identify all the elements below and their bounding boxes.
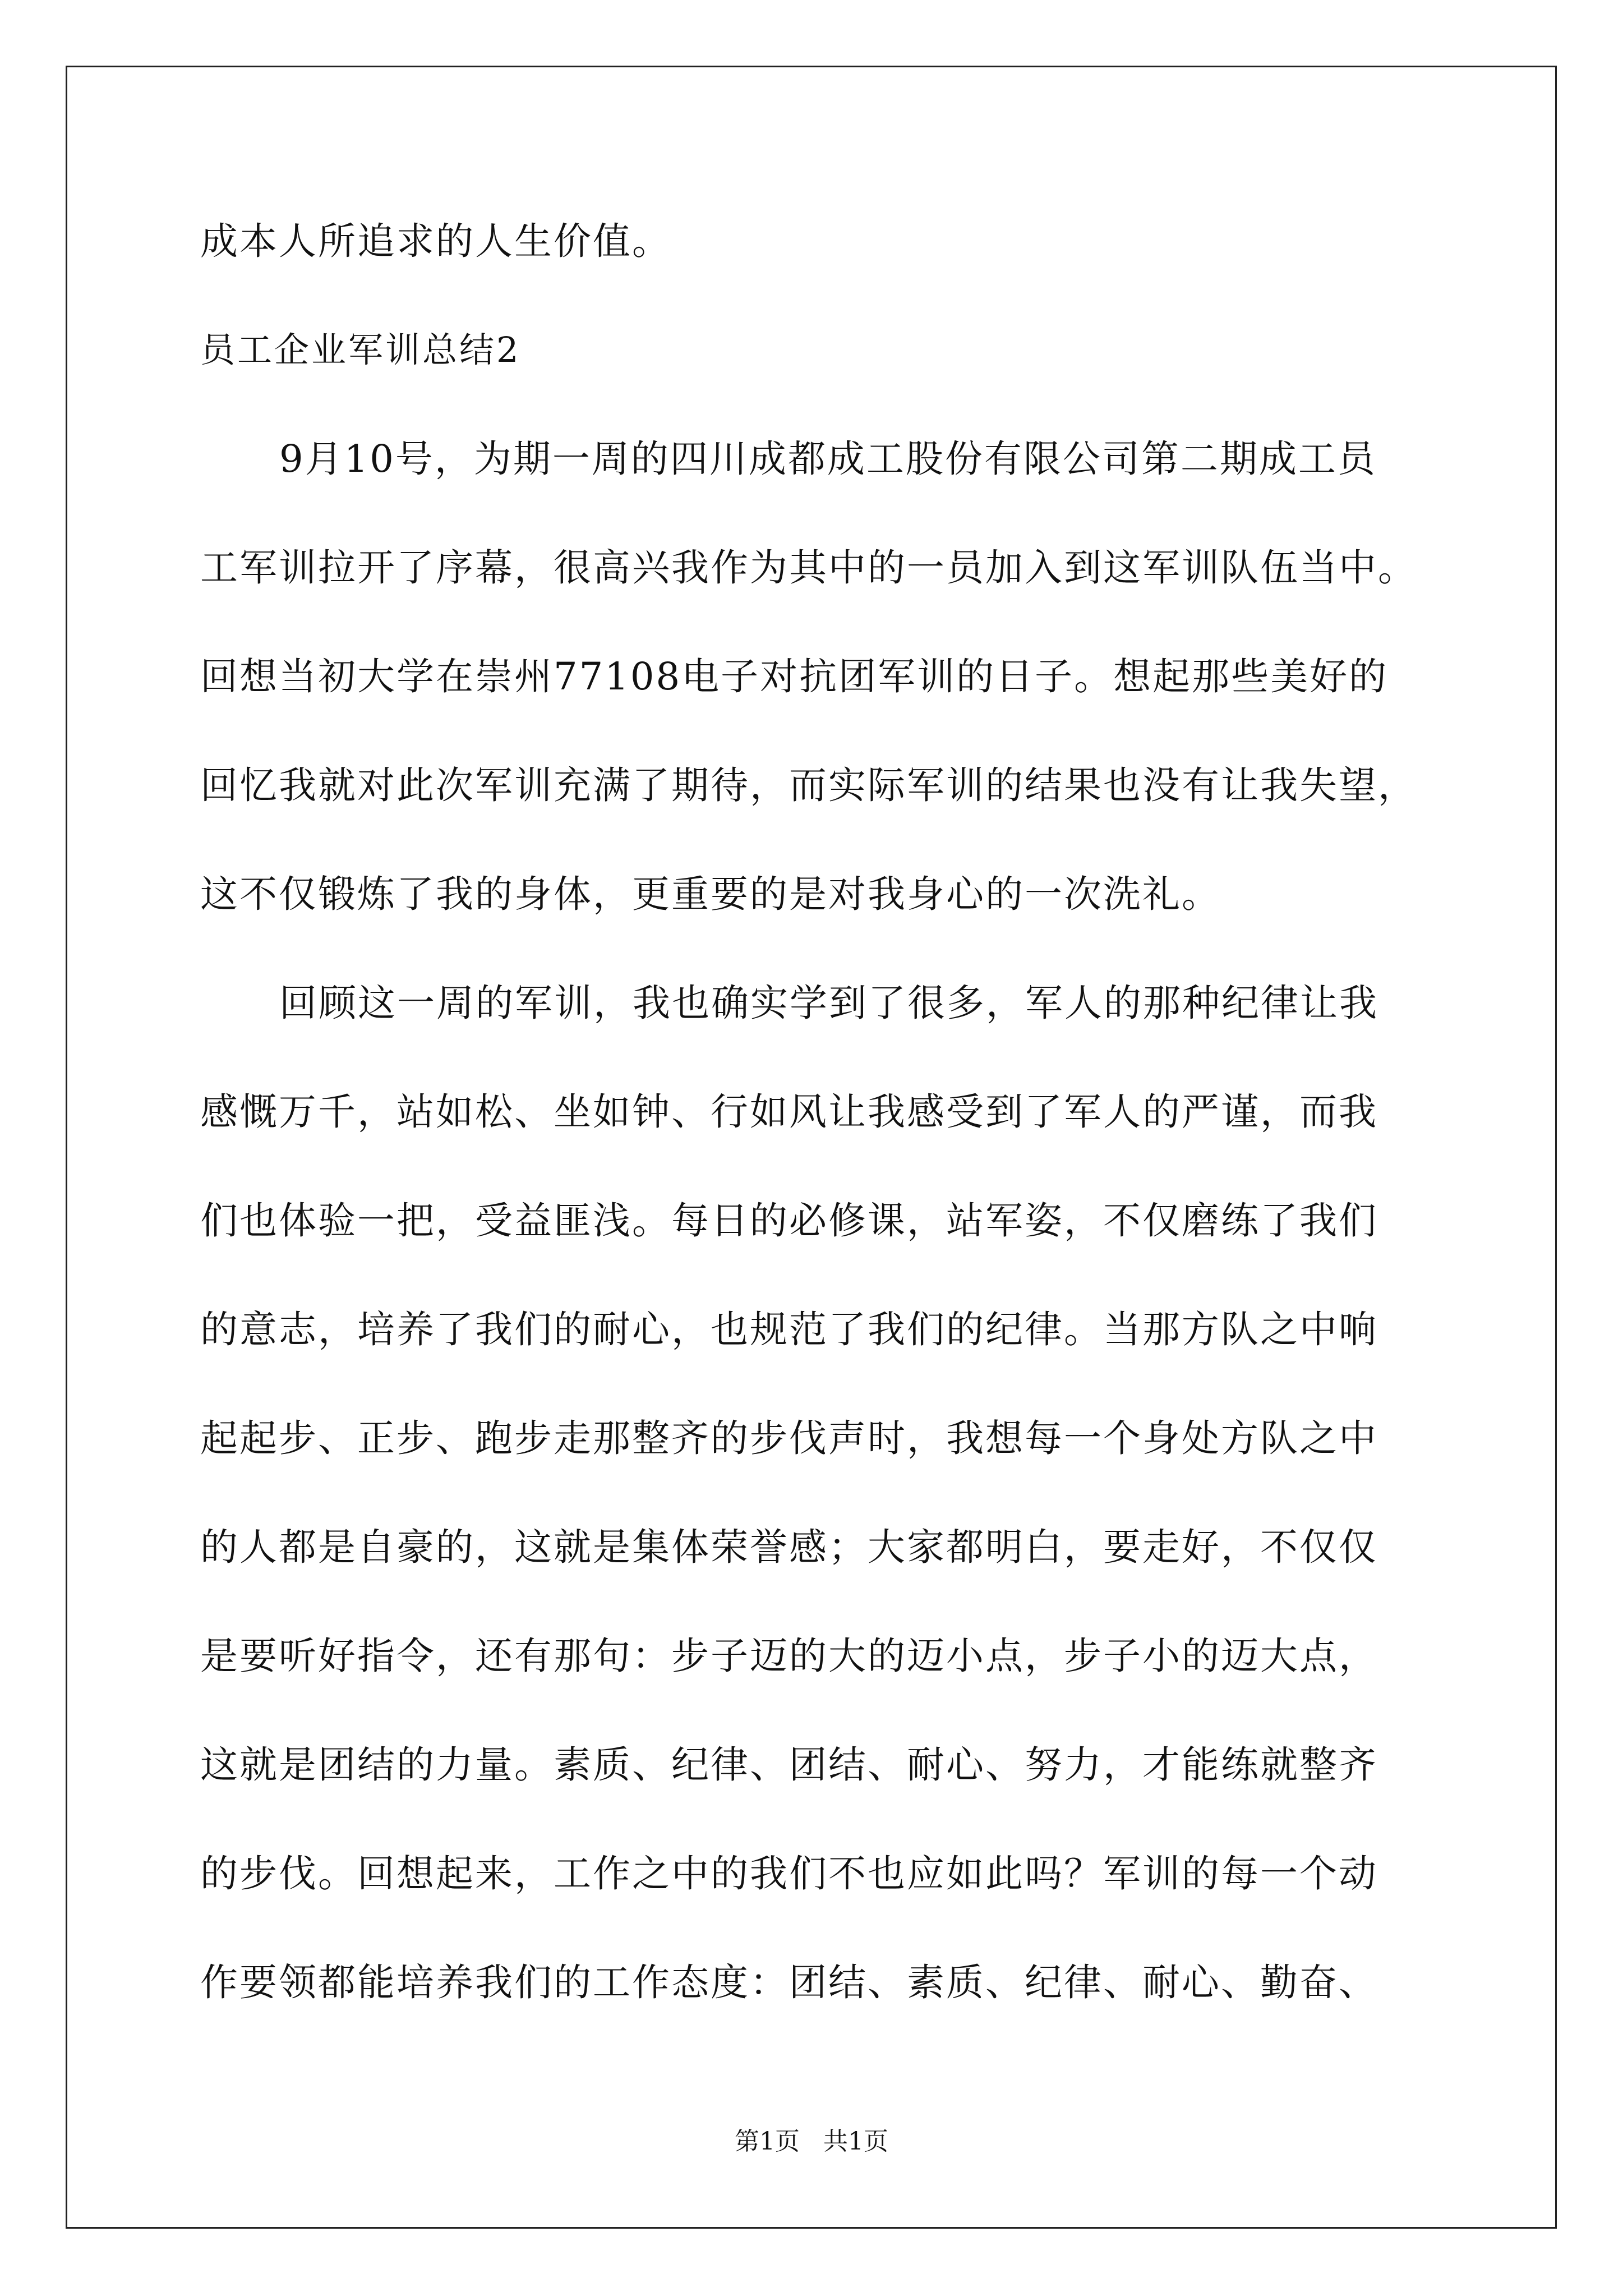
text-line: 工军训拉开了序幕，很高兴我作为其中的一员加入到这军训队伍当中。 xyxy=(200,546,1417,590)
paragraph-first-line: 9月10号，为期一周的四川成都成工股份有限公司第二期成工员 xyxy=(279,437,1377,481)
page-footer xyxy=(0,2125,1623,2159)
text-line: 的人都是自豪的，这就是集体荣誉感；大家都明白，要走好，不仅仅 xyxy=(200,1525,1378,1569)
text-line: 的步伐。回想起来，工作之中的我们不也应如此吗？军训的每一个动 xyxy=(200,1852,1378,1895)
paragraph-first-line: 回顾这一周的军训，我也确实学到了很多，军人的那种纪律让我 xyxy=(279,981,1378,1025)
text-line: 感慨万千，站如松、坐如钟、行如风让我感受到了军人的严谨，而我 xyxy=(200,1090,1378,1134)
text-line: 起起步、正步、跑步走那整齐的步伐声时，我想每一个身处方队之中 xyxy=(200,1416,1378,1460)
text-line: 这不仅锻炼了我的身体，更重要的是对我身心的一次洗礼。 xyxy=(200,872,1221,916)
text-line: 们也体验一把，受益匪浅。每日的必修课，站军姿，不仅磨练了我们 xyxy=(200,1199,1378,1243)
page-border xyxy=(66,66,1557,2229)
text-line: 回忆我就对此次军训充满了期待，而实际军训的结果也没有让我失望， xyxy=(200,763,1417,807)
text-line: 回想当初大学在崇州77108电子对抗团军训的日子。想起那些美好的 xyxy=(200,655,1389,698)
text-line: 的意志，培养了我们的耐心，也规范了我们的纪律。当那方队之中响 xyxy=(200,1308,1378,1351)
text-line: 成本人所追求的人生价值。 xyxy=(200,219,671,263)
text-line: 作要领都能培养我们的工作态度：团结、素质、纪律、耐心、勤奋、 xyxy=(200,1961,1378,2004)
text-line: 这就是团结的力量。素质、纪律、团结、耐心、努力，才能练就整齐 xyxy=(200,1743,1378,1787)
section-heading: 员工企业军训总结2 xyxy=(200,329,521,370)
text-line: 是要听好指令，还有那句：步子迈的大的迈小点，步子小的迈大点， xyxy=(200,1634,1378,1678)
page-number: 第1页 共1页 xyxy=(735,2127,888,2156)
